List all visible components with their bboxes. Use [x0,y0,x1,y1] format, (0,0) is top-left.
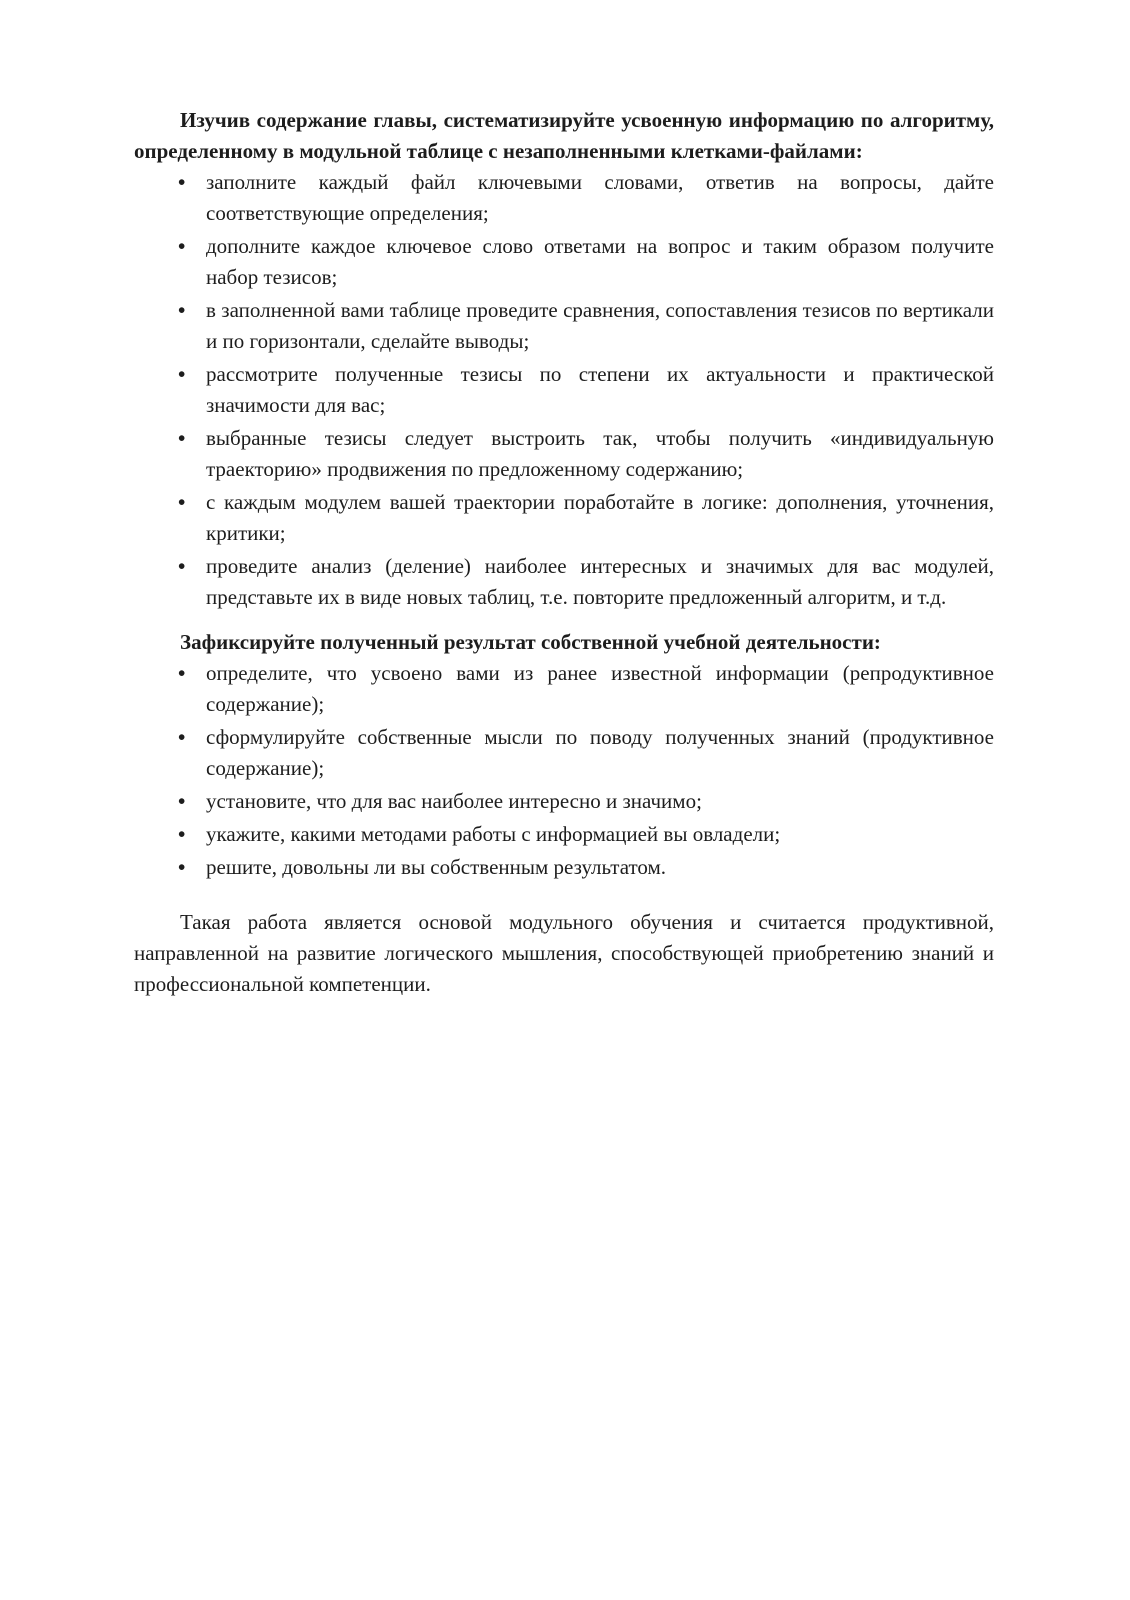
list-item [134,487,994,549]
section1-heading: Изучив содержание главы, систематизируйте усвоенную информацию по алгоритму, определенному в модульной таблице с незаполненными клетками-файлами: [134,108,994,163]
list-item-text: рассмотрите полученные тезисы по степени их актуальности и практической значимости для вас; [206,362,994,417]
bullet-icon: • [178,362,186,386]
list-item-text: сформулируйте собственные мысли по поводу полученных знаний (продуктивное содержание); [206,725,994,780]
list-item [134,786,994,817]
section2-heading: Зафиксируйте полученный результат собственной учебной деятельности: [180,630,881,654]
list-item [134,551,994,613]
document-page [134,105,994,1021]
bullet-icon: • [178,490,186,514]
list-item [134,852,994,883]
list-item-text: проведите анализ (деление) наиболее интересных и значимых для вас модулей, представьте их в виде новых таблиц, т.е. повторите предложенный алгоритм, и т.д. [206,554,994,609]
list-item-text: определите, что усвоено вами из ранее известной информации (репродуктивное содержание); [206,661,994,716]
list-item-text: выбранные тезисы следует выстроить так, чтобы получить «индивидуальную траекторию» продвижения по предложенному содержанию; [206,426,994,481]
list-item-text: с каждым модулем вашей траектории поработайте в логике: дополнения, уточнения, критики; [206,490,994,545]
closing-paragraph: Такая работа является основой модульного обучения и считается продуктивной, направленной на развитие логического мышления, способствующей приобретению знаний и профессиональной компетенции. [134,910,994,996]
list-item [134,295,994,357]
list-item [134,231,994,293]
list-item [134,819,994,850]
list-item [134,658,994,720]
bullet-icon: • [178,234,186,258]
list-item [134,359,994,421]
bullet-icon: • [178,170,186,194]
list-item-text: в заполненной вами таблице проведите сравнения, сопоставления тезисов по вертикали и по горизонтали, сделайте выводы; [206,298,994,353]
list-item-text: заполните каждый файл ключевыми словами, ответив на вопросы, дайте соответствующие определения; [206,170,994,225]
list-item-text: установите, что для вас наиболее интересно и значимо; [206,789,702,813]
bullet-icon: • [178,298,186,322]
list-item-text: укажите, какими методами работы с информацией вы овладели; [206,822,781,846]
list-item [134,722,994,784]
section1-list [134,167,994,613]
bullet-icon: • [178,661,186,685]
bullet-icon: • [178,789,186,813]
list-item-text: дополните каждое ключевое слово ответами на вопрос и таким образом получите набор тезисов; [206,234,994,289]
bullet-icon: • [178,855,186,879]
list-item [134,423,994,485]
bullet-icon: • [178,822,186,846]
bullet-icon: • [178,426,186,450]
list-item-text: решите, довольны ли вы собственным результатом. [206,855,667,879]
bullet-icon: • [178,554,186,578]
section2-list [134,658,994,883]
list-item [134,167,994,229]
bullet-icon: • [178,725,186,749]
